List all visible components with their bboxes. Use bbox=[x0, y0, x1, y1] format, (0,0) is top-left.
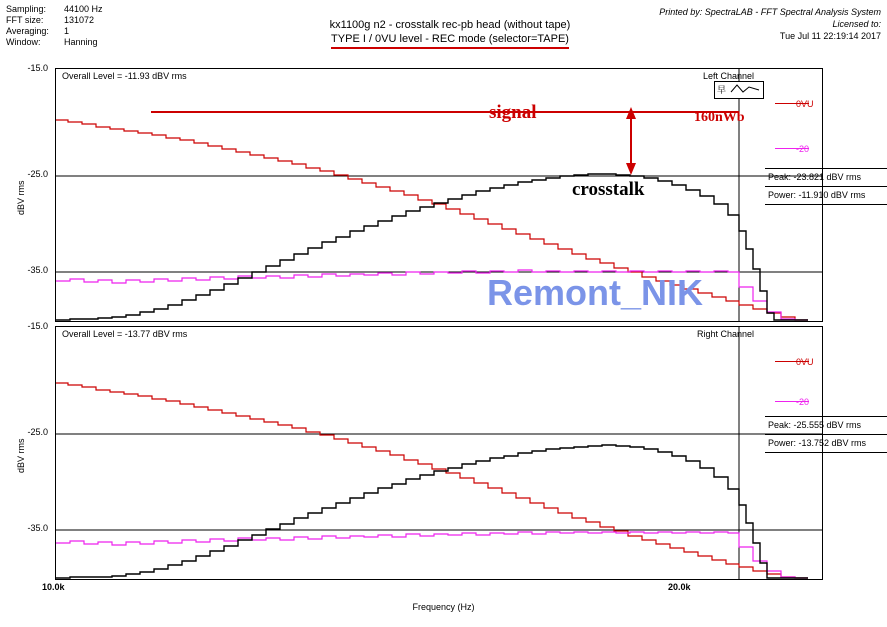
xtick-left: 10.0k bbox=[42, 582, 65, 592]
svg-text:早: 早 bbox=[717, 85, 727, 95]
xtick-right: 20.0k bbox=[668, 582, 691, 592]
left-channel-plot[interactable] bbox=[55, 68, 823, 322]
param-value: 1 bbox=[64, 26, 70, 36]
annotation-crosstalk: crosstalk bbox=[572, 179, 645, 200]
right-legend-label-minus20: -20 bbox=[796, 397, 810, 407]
right-ytick-0: -15.0 bbox=[27, 321, 48, 331]
param-value: 131072 bbox=[64, 15, 95, 25]
left-legend-label-0vu: 0VU bbox=[796, 99, 814, 109]
param-value: Hanning bbox=[64, 37, 98, 47]
param-key: Window: bbox=[6, 37, 41, 47]
left-channel-svg bbox=[56, 69, 822, 321]
print-datetime: Tue Jul 11 22:19:14 2017 bbox=[779, 31, 881, 41]
left-yaxis-title: dBV rms bbox=[16, 180, 26, 215]
param-key: Averaging: bbox=[6, 26, 49, 36]
left-power-readout: Power: -11.910 dBV rms bbox=[768, 190, 866, 200]
chart-subtitle: TYPE I / 0VU level - REC mode (selector=TAPE) bbox=[331, 32, 569, 49]
right-ytick-2: -35.0 bbox=[27, 523, 48, 533]
chart-title-block bbox=[250, 18, 650, 49]
annotation-160nwb: 160nWb bbox=[694, 110, 745, 125]
left-peak-readout: Peak: -23.821 dBV rms bbox=[768, 172, 862, 182]
series-minus20-right bbox=[56, 532, 808, 578]
right-power-readout: Power: -13.752 dBV rms bbox=[768, 438, 867, 448]
acquisition-parameters bbox=[6, 4, 236, 48]
chart-title: kx1100g n2 - crosstalk rec-pb head (without tape) bbox=[329, 19, 571, 31]
left-ytick-2: -35.0 bbox=[27, 265, 48, 275]
right-readout-divider-top bbox=[765, 416, 887, 417]
right-channel-plot[interactable] bbox=[55, 326, 823, 580]
waveform-icon-box[interactable] bbox=[714, 81, 764, 99]
left-overall-level: Overall Level = -11.93 dBV rms bbox=[62, 71, 187, 81]
param-row bbox=[6, 15, 107, 26]
right-channel-svg bbox=[56, 327, 822, 579]
left-readout-divider-bottom bbox=[765, 204, 887, 205]
param-row bbox=[6, 4, 107, 15]
annotation-signal: signal bbox=[489, 102, 537, 123]
right-readout-divider-mid bbox=[765, 434, 887, 435]
left-ytick-1: -25.0 bbox=[27, 169, 48, 179]
watermark-text: Remont_NIK bbox=[487, 272, 704, 313]
arrow-head-down bbox=[626, 163, 636, 175]
waveform-icon bbox=[715, 82, 761, 96]
param-key: FFT size: bbox=[6, 15, 44, 25]
left-readout-divider-mid bbox=[765, 186, 887, 187]
print-info bbox=[659, 6, 881, 42]
right-legend-label-0vu: 0VU bbox=[796, 357, 814, 367]
licensed-to-text: Licensed to: bbox=[832, 19, 881, 29]
param-row bbox=[6, 26, 107, 37]
left-legend-label-minus20: -20 bbox=[796, 144, 810, 154]
right-yaxis-title: dBV rms bbox=[16, 438, 26, 473]
xaxis-title: Frequency (Hz) bbox=[412, 602, 475, 612]
right-peak-readout: Peak: -25.555 dBV rms bbox=[768, 420, 862, 430]
param-key: Sampling: bbox=[6, 4, 47, 14]
right-ytick-1: -25.0 bbox=[27, 427, 48, 437]
printed-by-text: Printed by: SpectraLAB - FFT Spectral Analysis System bbox=[659, 7, 881, 17]
right-readout-divider-bottom bbox=[765, 452, 887, 453]
right-overall-level: Overall Level = -13.77 dBV rms bbox=[62, 329, 188, 339]
series-0vu-right bbox=[56, 383, 808, 578]
param-row bbox=[6, 37, 107, 48]
left-channel-label: Left Channel bbox=[703, 71, 755, 81]
left-readout-divider-top bbox=[765, 168, 887, 169]
right-channel-label: Right Channel bbox=[697, 329, 755, 339]
left-ytick-0: -15.0 bbox=[27, 63, 48, 73]
param-value: 44100 Hz bbox=[64, 4, 103, 14]
